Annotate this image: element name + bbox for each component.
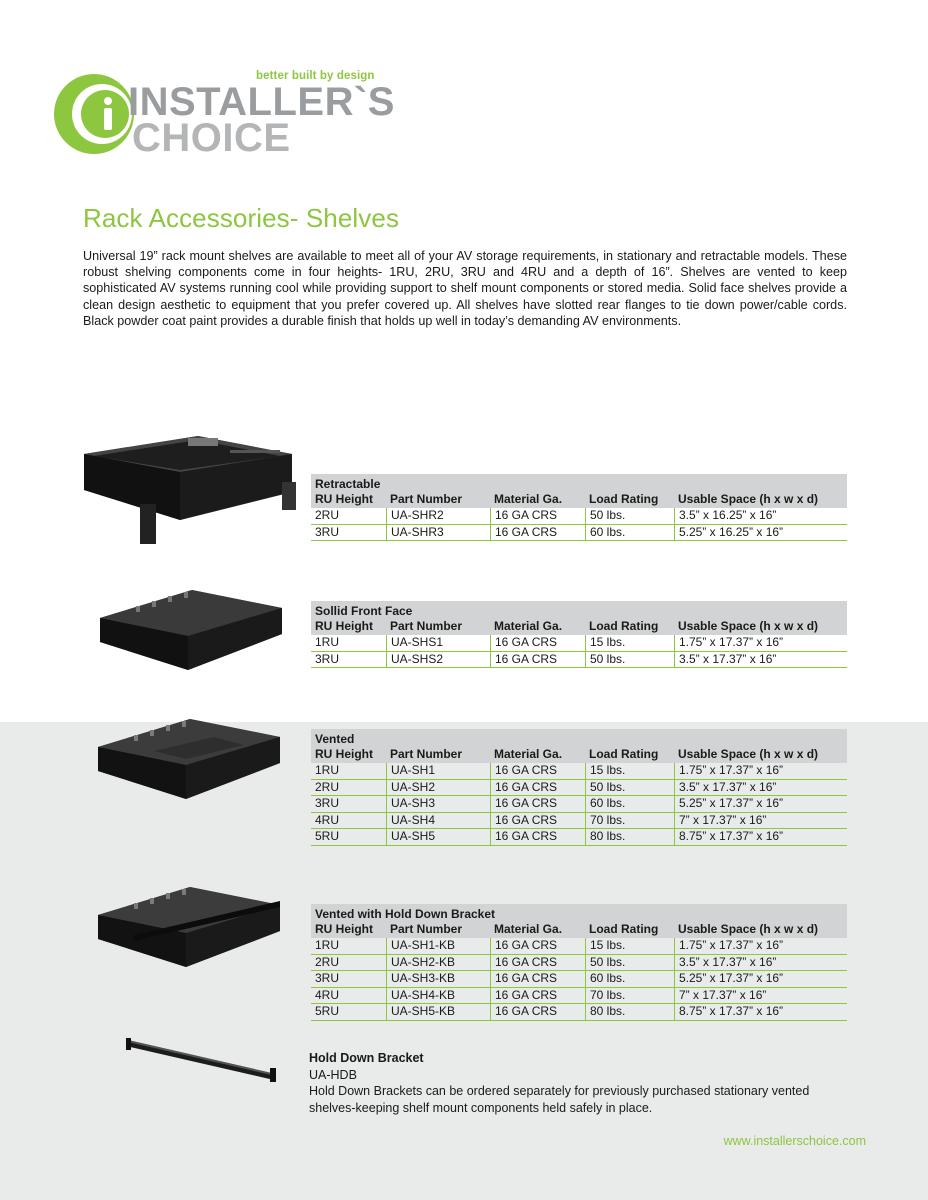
cell-part: UA-SH3: [386, 796, 490, 812]
table-row: [311, 635, 847, 652]
cell-space: 8.75” x 17.37” x 16”: [674, 1004, 847, 1020]
cell-load: 70 lbs.: [585, 813, 674, 829]
cell-material: 16 GA CRS: [490, 988, 585, 1004]
cell-material: 16 GA CRS: [490, 829, 585, 845]
cell-part: UA-SHR3: [386, 525, 490, 541]
hold-down-description: Hold Down Brackets can be ordered separately for previously purchased stationary vented shelves-keeping shelf mount components held safely in place.: [309, 1084, 810, 1115]
cell-part: UA-SH1-KB: [386, 938, 490, 954]
table-section-title: Vented: [315, 732, 355, 746]
cell-load: 15 lbs.: [585, 763, 674, 779]
page-title: Rack Accessories- Shelves: [83, 203, 400, 233]
cell-load: 50 lbs.: [585, 780, 674, 796]
cell-space: 5.25” x 16.25” x 16”: [674, 525, 847, 541]
cell-ru: 4RU: [315, 987, 340, 1002]
col-part-number: Part Number: [390, 619, 463, 633]
col-part-number: Part Number: [390, 492, 463, 506]
cell-ru: 2RU: [315, 779, 340, 794]
table-row: [311, 508, 847, 525]
table-row: [311, 525, 847, 542]
cell-material: 16 GA CRS: [490, 813, 585, 829]
table-header: [311, 729, 847, 763]
col-load-rating: Load Rating: [589, 492, 659, 506]
cell-load: 60 lbs.: [585, 971, 674, 987]
cell-material: 16 GA CRS: [490, 796, 585, 812]
column-header-row: [311, 491, 847, 508]
col-load-rating: Load Rating: [589, 747, 659, 761]
table-row: [311, 763, 847, 780]
col-material: Material Ga.: [494, 492, 563, 506]
vented-shelf-image: [94, 715, 284, 807]
cell-load: 50 lbs.: [585, 652, 674, 668]
col-ru-height: RU Height: [315, 492, 373, 506]
cell-part: UA-SH1: [386, 763, 490, 779]
cell-material: 16 GA CRS: [490, 938, 585, 954]
cell-space: 7” x 17.37” x 16”: [674, 988, 847, 1004]
cell-space: 5.25” x 17.37” x 16”: [674, 971, 847, 987]
hold-down-bracket-section: [309, 1050, 849, 1116]
cell-load: 80 lbs.: [585, 1004, 674, 1020]
cell-material: 16 GA CRS: [490, 971, 585, 987]
cell-space: 3.5” x 17.37” x 16”: [674, 652, 847, 668]
cell-part: UA-SH4-KB: [386, 988, 490, 1004]
cell-part: UA-SH5-KB: [386, 1004, 490, 1020]
cell-load: 60 lbs.: [585, 796, 674, 812]
column-header-row: [311, 618, 847, 635]
retractable-shelf-image: [80, 432, 302, 550]
cell-load: 80 lbs.: [585, 829, 674, 845]
table-row: [311, 829, 847, 846]
col-usable-space: Usable Space (h x w x d): [678, 747, 819, 761]
cell-material: 16 GA CRS: [490, 652, 585, 668]
column-header-row: [311, 921, 847, 938]
table-solid-front-face: [311, 601, 847, 668]
cell-space: 1.75” x 17.37” x 16”: [674, 635, 847, 651]
cell-load: 60 lbs.: [585, 525, 674, 541]
table-row: [311, 955, 847, 972]
column-header-row: [311, 746, 847, 763]
col-part-number: Part Number: [390, 747, 463, 761]
vented-hold-down-shelf-image: [94, 883, 284, 975]
cell-part: UA-SHS1: [386, 635, 490, 651]
cell-part: UA-SH2-KB: [386, 955, 490, 971]
col-part-number: Part Number: [390, 922, 463, 936]
table-section-title: Retractable: [315, 477, 381, 491]
table-row: [311, 652, 847, 669]
logo-text-installers: INSTALLER`S: [128, 80, 395, 124]
table-row: [311, 796, 847, 813]
cell-space: 3.5” x 17.37” x 16”: [674, 780, 847, 796]
col-usable-space: Usable Space (h x w x d): [678, 492, 819, 506]
cell-space: 1.75” x 17.37” x 16”: [674, 763, 847, 779]
table-header: [311, 904, 847, 938]
cell-ru: 3RU: [315, 971, 340, 985]
cell-space: 3.5” x 17.37” x 16”: [674, 955, 847, 971]
table-header: [311, 474, 847, 508]
cell-load: 15 lbs.: [585, 938, 674, 954]
cell-part: UA-SH4: [386, 813, 490, 829]
tagline: better built by design: [256, 70, 375, 82]
col-load-rating: Load Rating: [589, 619, 659, 633]
col-material: Material Ga.: [494, 619, 563, 633]
table-row: [311, 938, 847, 955]
cell-load: 50 lbs.: [585, 955, 674, 971]
col-usable-space: Usable Space (h x w x d): [678, 619, 819, 633]
table-row: [311, 1004, 847, 1021]
hold-down-bracket-image: [124, 1036, 280, 1084]
table-vented: [311, 729, 847, 846]
col-usable-space: Usable Space (h x w x d): [678, 922, 819, 936]
table-row: [311, 988, 847, 1005]
cell-material: 16 GA CRS: [490, 508, 585, 524]
logo-text-choice: CHOICE: [132, 116, 291, 160]
cell-material: 16 GA CRS: [490, 780, 585, 796]
cell-ru: 4RU: [315, 812, 340, 827]
table-retractable: [311, 474, 847, 541]
cell-part: UA-SH2: [386, 780, 490, 796]
hold-down-title: Hold Down Bracket: [309, 1051, 424, 1065]
cell-ru: 1RU: [315, 763, 340, 777]
cell-ru: 2RU: [315, 954, 340, 969]
col-material: Material Ga.: [494, 922, 563, 936]
cell-material: 16 GA CRS: [490, 1004, 585, 1020]
col-material: Material Ga.: [494, 747, 563, 761]
table-row: [311, 780, 847, 797]
cell-space: 3.5” x 16.25” x 16”: [674, 508, 847, 524]
cell-ru: 3RU: [315, 796, 340, 810]
table-row: [311, 971, 847, 988]
cell-space: 7” x 17.37” x 16”: [674, 813, 847, 829]
cell-space: 5.25” x 17.37” x 16”: [674, 796, 847, 812]
cell-ru: 5RU: [315, 829, 340, 843]
col-ru-height: RU Height: [315, 922, 373, 936]
cell-material: 16 GA CRS: [490, 635, 585, 651]
cell-load: 50 lbs.: [585, 508, 674, 524]
cell-space: 1.75” x 17.37” x 16”: [674, 938, 847, 954]
intro-paragraph: Universal 19” rack mount shelves are available to meet all of your AV storage requirements, in stationary and retractable models. These robust shelving components come in four heights- 1RU, 2RU, 3RU and 4RU and a depth of 16”. Shelves are vented to keep sophisticated AV systems running cool while providing support to shelf mount components or stored media. Solid face shelves provide a clean design aesthetic to equipment that you prefer covered up. All shelves have slotted rear flanges to tie down power/cable cords. Black powder coat paint provides a durable finish that holds up well in today’s demanding AV environments.: [83, 249, 847, 328]
cell-ru: 1RU: [315, 938, 340, 952]
cell-material: 16 GA CRS: [490, 955, 585, 971]
cell-ru: 3RU: [315, 524, 340, 539]
col-ru-height: RU Height: [315, 747, 373, 761]
cell-part: UA-SHR2: [386, 508, 490, 524]
table-section-title: Sollid Front Face: [315, 604, 413, 618]
cell-part: UA-SHS2: [386, 652, 490, 668]
table-header: [311, 601, 847, 635]
col-load-rating: Load Rating: [589, 922, 659, 936]
cell-part: UA-SH5: [386, 829, 490, 845]
cell-material: 16 GA CRS: [490, 525, 585, 541]
col-ru-height: RU Height: [315, 619, 373, 633]
cell-space: 8.75” x 17.37” x 16”: [674, 829, 847, 845]
cell-material: 16 GA CRS: [490, 763, 585, 779]
table-row: [311, 813, 847, 830]
table-vented-hold-down: [311, 904, 847, 1021]
hold-down-part-number: UA-HDB: [309, 1067, 357, 1082]
cell-ru: 3RU: [315, 651, 340, 666]
cell-ru: 2RU: [315, 508, 340, 522]
table-section-title: Vented with Hold Down Bracket: [315, 907, 496, 921]
cell-ru: 1RU: [315, 635, 340, 649]
cell-load: 70 lbs.: [585, 988, 674, 1004]
footer-website-link[interactable]: www.installerschoice.com: [723, 1134, 866, 1148]
cell-part: UA-SH3-KB: [386, 971, 490, 987]
solid-front-shelf-image: [96, 586, 286, 678]
cell-load: 15 lbs.: [585, 635, 674, 651]
cell-ru: 5RU: [315, 1004, 340, 1018]
